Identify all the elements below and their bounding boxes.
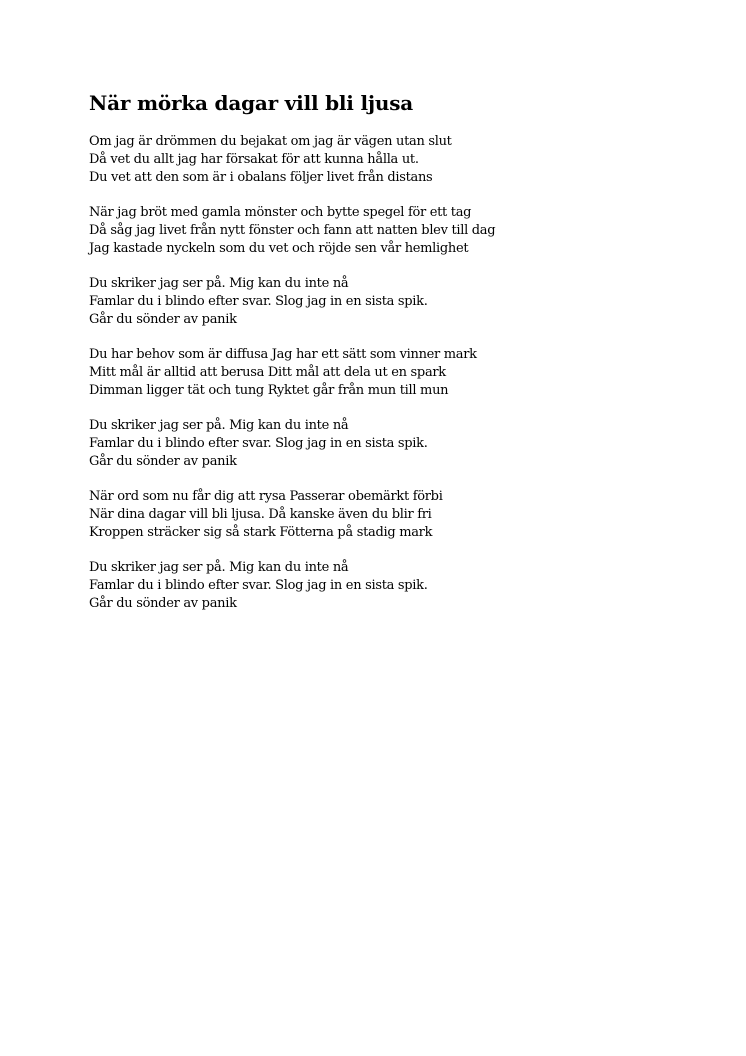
- stanza-1: [89, 133, 709, 187]
- stanza-line: Kroppen sträcker sig så stark Fötterna på stadig mark: [89, 525, 433, 540]
- stanza-line: Då vet du allt jag har försakat för att kunna hålla ut.: [89, 152, 419, 167]
- stanza-line: Dimman ligger tät och tung Ryktet går från mun till mun: [89, 383, 449, 398]
- stanza-line: Du skriker jag ser på. Mig kan du inte nå: [89, 560, 349, 575]
- stanza-2: [89, 204, 709, 258]
- stanza-line: När ord som nu får dig att rysa Passerar obemärkt förbi: [89, 489, 443, 504]
- stanza-line: Famlar du i blindo efter svar. Slog jag in en sista spik.: [89, 294, 428, 309]
- stanza-4: [89, 346, 709, 400]
- stanza-line: Du vet att den som är i obalans följer livet från distans: [89, 170, 433, 185]
- stanza-line: När jag bröt med gamla mönster och bytte spegel för ett tag: [89, 205, 472, 220]
- stanza-7-chorus: [89, 559, 709, 613]
- stanza-line: Jag kastade nyckeln som du vet och röjde sen vår hemlighet: [89, 241, 469, 256]
- stanza-line: Om jag är drömmen du bejakat om jag är vägen utan slut: [89, 134, 452, 149]
- stanza-line: Du skriker jag ser på. Mig kan du inte nå: [89, 276, 349, 291]
- stanza-5-chorus: [89, 417, 709, 471]
- stanza-line: Då såg jag livet från nytt fönster och fann att natten blev till dag: [89, 223, 496, 238]
- stanza-line: Mitt mål är alltid att berusa Ditt mål att dela ut en spark: [89, 365, 446, 380]
- stanza-line: Du skriker jag ser på. Mig kan du inte nå: [89, 418, 349, 433]
- stanza-line: Famlar du i blindo efter svar. Slog jag in en sista spik.: [89, 578, 428, 593]
- stanza-line: Går du sönder av panik: [89, 454, 237, 469]
- poem-body: [89, 133, 709, 613]
- stanza-line: Famlar du i blindo efter svar. Slog jag in en sista spik.: [89, 436, 428, 451]
- stanza-line: Går du sönder av panik: [89, 596, 237, 611]
- stanza-line: Du har behov som är diffusa Jag har ett sätt som vinner mark: [89, 347, 477, 362]
- stanza-line: Går du sönder av panik: [89, 312, 237, 327]
- stanza-6: [89, 488, 709, 542]
- stanza-line: När dina dagar vill bli ljusa. Då kanske även du blir fri: [89, 507, 432, 522]
- poem-title: När mörka dagar vill bli ljusa: [89, 91, 414, 115]
- document-page: [89, 90, 709, 630]
- stanza-3-chorus: [89, 275, 709, 329]
